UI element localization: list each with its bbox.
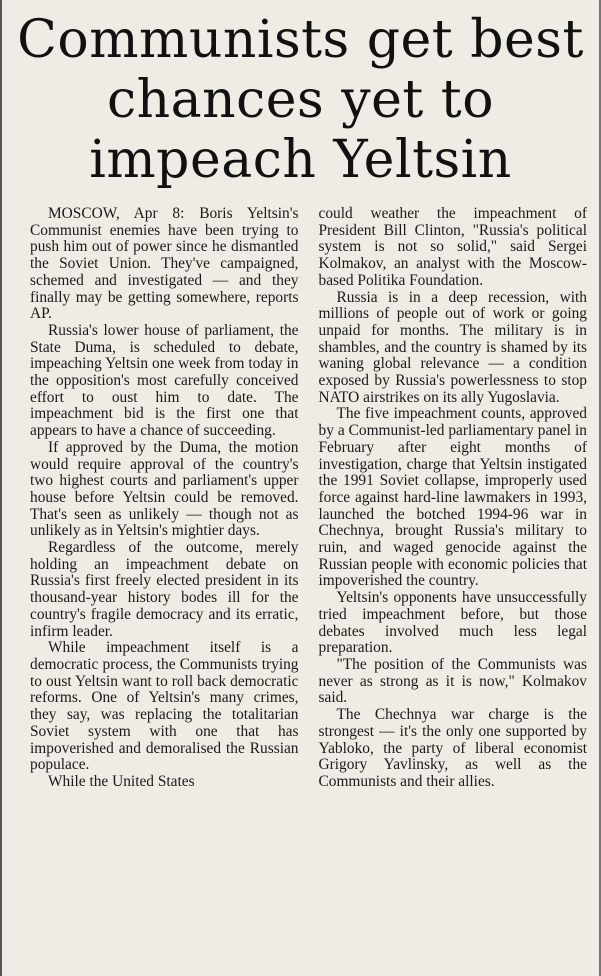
paragraph: If approved by the Duma, the motion would require approval of the country's two highest courts and parliament's upper house before Yeltsin could be removed. That's seen as unlikely — though not as unlikely as in Yeltsin's mightier days.: [30, 438, 299, 540]
paragraph: Russia's lower house of parliament, the State Duma, is scheduled to debate, impeaching Yeltsin one week from today in the opposition's most carefully conceived effort to oust him to date. The impeachment bid is the first one that appears to have a chance of succeeding.: [30, 321, 299, 440]
bottom-edge: [2, 966, 599, 976]
paragraph: The five impeachment counts, approved by a Communist-led parliamentary panel in February after eight months of investigation, charge that Yeltsin instigated the 1991 Soviet collapse, improperly used force against hard-line lawmakers in 1993, launched the botched 1994-96 war in Chechnya, brought Russia's military to ruin, and waged genocide against the Russian people with economic policies that impoverished the country.: [318, 405, 587, 590]
paragraph: The Chechnya war charge is the strongest — it's the only one supported by Yabloko, the party of liberal economist Grigory Yavlinsky, as well as the Communists and their allies.: [318, 706, 587, 790]
headline-line-3: impeach Yeltsin: [89, 130, 512, 190]
paragraph: "The position of the Communists was never as strong as it is now," Kolmakov said.: [318, 655, 587, 707]
paragraph: Regardless of the outcome, merely holding an impeachment debate on Russia's first freely elected president in its thousand-year history bodes ill for the country's fragile democracy and its erratic, infirm leader.: [30, 539, 299, 640]
paragraph: While the United States: [48, 772, 195, 790]
headline-line-2: chances yet to: [107, 70, 494, 130]
article-body: [30, 206, 587, 976]
paragraph: Russia is in a deep recession, with millions of people out of work or going unpaid for months. The military is in shambles, and the country is shamed by its waning global relevance — a condition exposed by Russia's powerlessness to stop NATO airstrikes on its ally Yugoslavia.: [318, 288, 587, 406]
paragraph: Yeltsin's opponents have unsuccessfully tried impeachment before, but those debates involved much less legal preparation.: [318, 589, 587, 657]
right-column: [319, 206, 588, 976]
paragraph: While impeachment itself is a democratic process, the Communists trying to oust Yeltsin want to roll back democratic reforms. One of Yeltsin's many crimes, they say, was replacing the totalitarian Soviet system with one that has impoverished and demoralised the Russian populace.: [30, 639, 299, 774]
headline: [16, 10, 585, 190]
paragraph: MOSCOW, Apr 8: Boris Yeltsin's Communist enemies have been trying to push him out of power since he dismantled the Soviet Union. They've campaigned, schemed and investigated — and they finally may be getting somewhere, reports AP.: [30, 205, 299, 323]
headline-line-1: Communists get best: [17, 10, 584, 70]
left-column: [30, 206, 299, 976]
paragraph-continued: could weather the impeachment of President Bill Clinton, "Russia's political system is not so solid," said Sergei Kolmakov, an analyst with the Moscow-based Politika Foundation.: [318, 205, 587, 289]
